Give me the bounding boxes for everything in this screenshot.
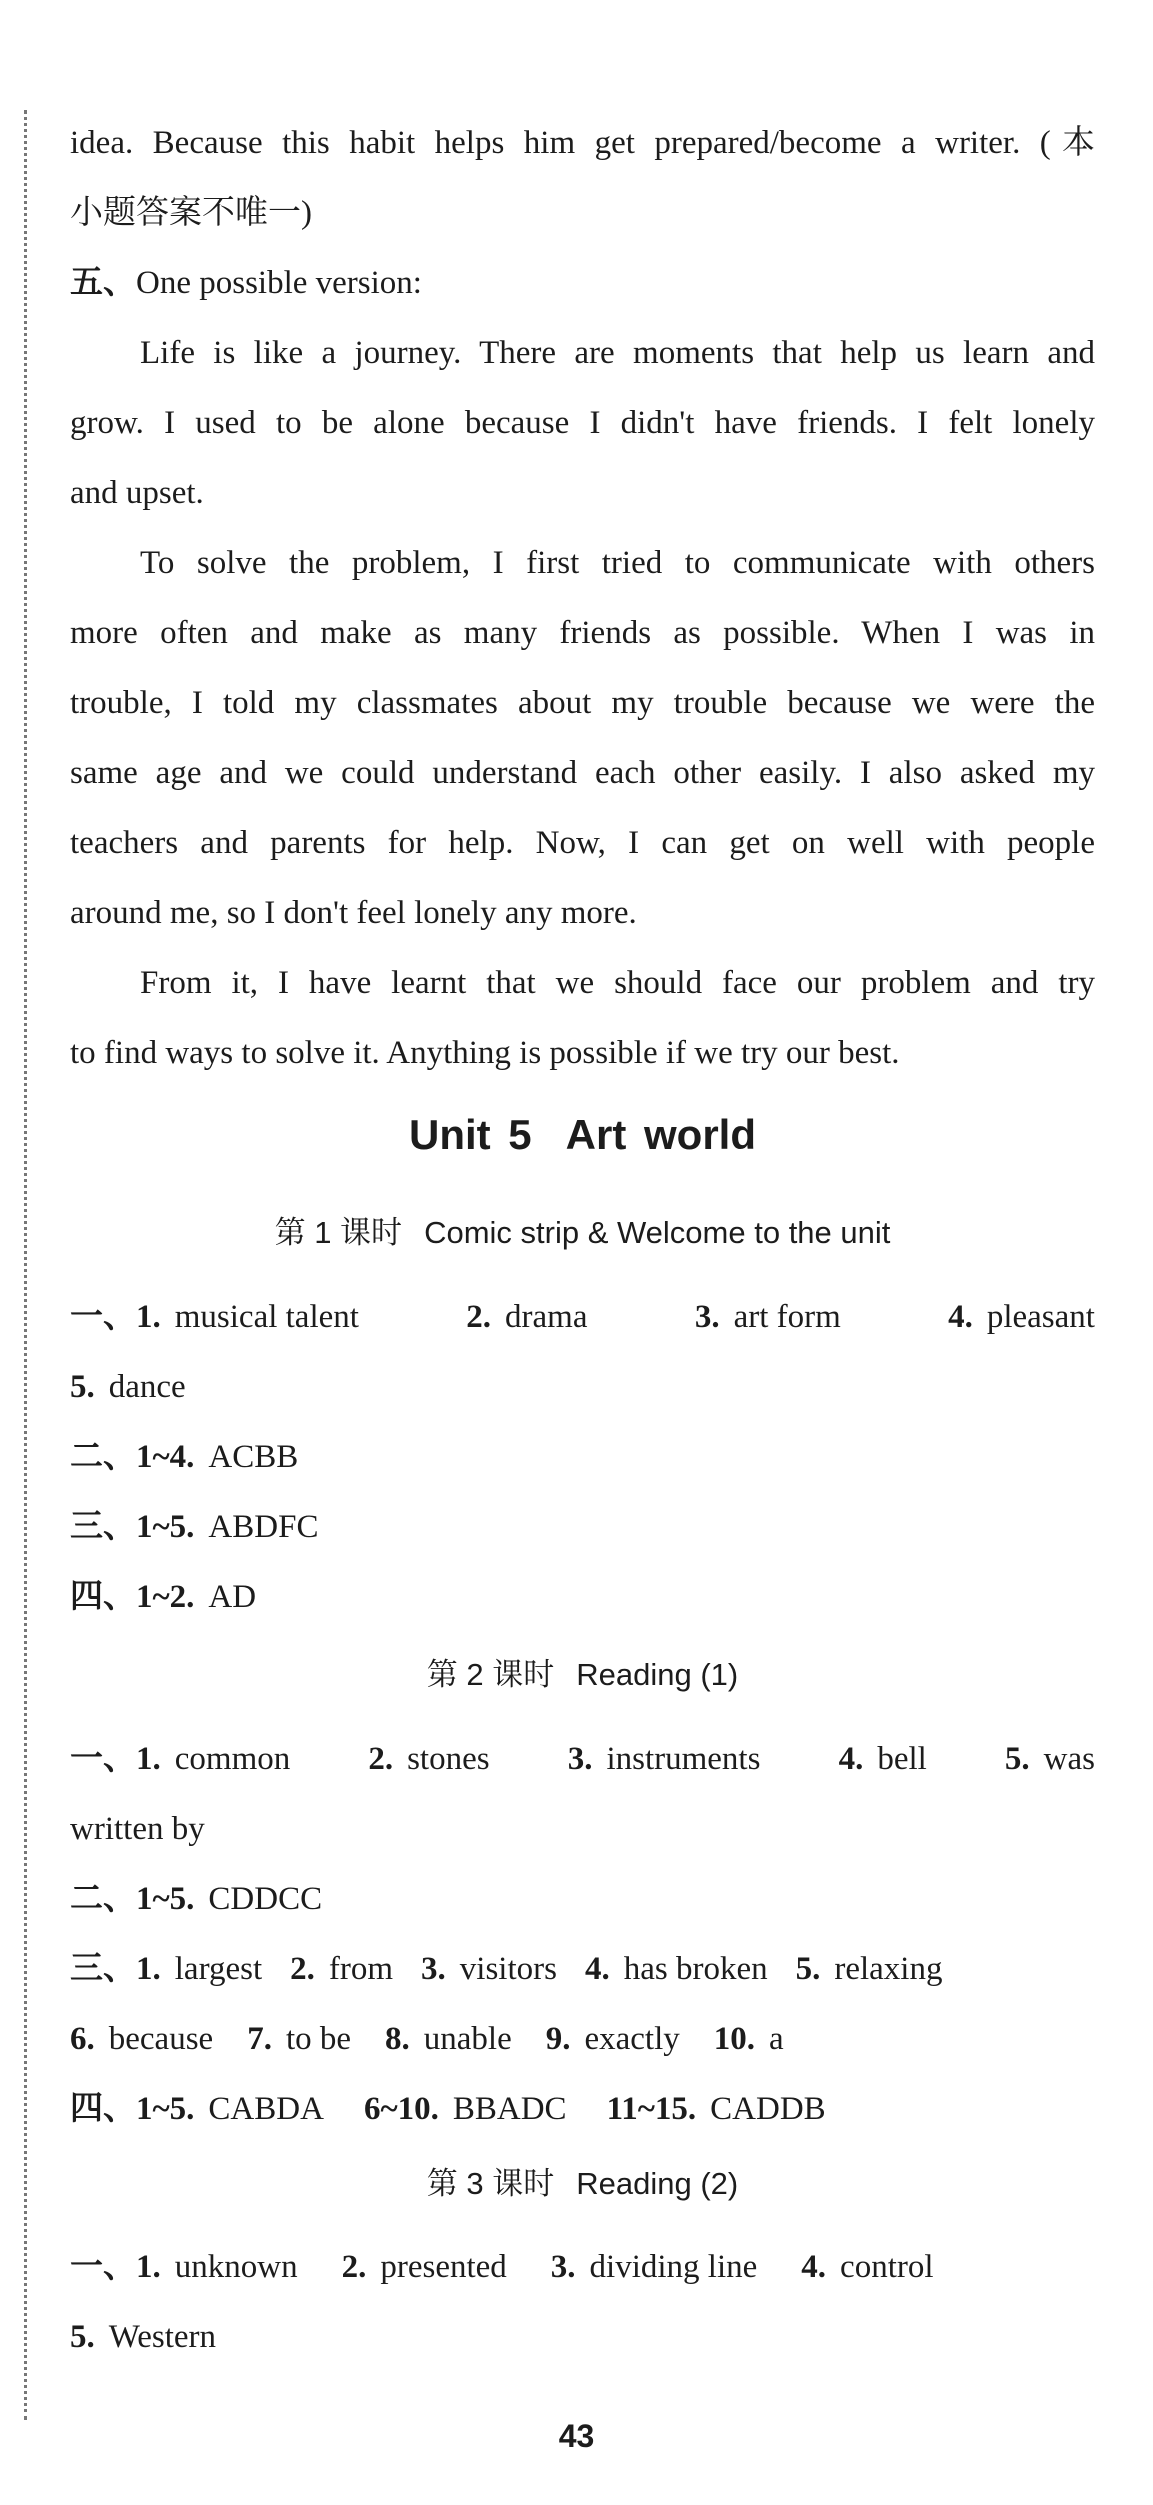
item-number: 8.	[385, 2021, 410, 2057]
item-number: 4.	[584, 1951, 610, 1987]
item-answer: to be	[285, 2021, 352, 2057]
item-number: 4.	[948, 1299, 973, 1335]
answer-row	[70, 1352, 1095, 1422]
item-answer: exactly	[584, 2021, 680, 2057]
section-number: 二、	[70, 1439, 136, 1475]
item-number: 3.	[550, 2249, 576, 2285]
answer-row	[70, 1724, 1095, 1794]
item-number: 4.	[801, 2249, 827, 2285]
item-answer: bell	[877, 1741, 927, 1777]
item-answer: CABDA	[208, 2091, 324, 2127]
lesson-label: 第 3 课时	[426, 2166, 555, 2201]
answer-row: written by	[70, 1811, 205, 1847]
item-answer: presented	[380, 2249, 507, 2285]
answer-item	[466, 1282, 587, 1352]
section-number: 二、	[70, 1881, 136, 1917]
item-number: 5.	[1004, 1741, 1030, 1777]
item-answer: largest	[174, 1951, 263, 1987]
item-number: 3.	[567, 1741, 593, 1777]
lesson-title: Reading (2)	[576, 2166, 739, 2201]
item-answer: BBADC	[452, 2091, 567, 2127]
item-number: 4.	[838, 1741, 864, 1777]
answer-row	[70, 2302, 1095, 2372]
item-answer: ABDFC	[208, 1509, 319, 1545]
margin-dotted-rule	[24, 110, 27, 2420]
answer-row	[70, 1282, 1095, 1352]
item-number: 2.	[341, 2249, 367, 2285]
answer-row	[70, 2004, 1095, 2074]
item-number: 5.	[70, 1369, 95, 1405]
answer-item	[695, 1282, 841, 1352]
item-answer: pleasant	[986, 1299, 1095, 1335]
essay-line: teachers and parents for help. Now, I can get on well with people	[70, 825, 1095, 861]
item-number: 9.	[545, 2021, 571, 2057]
item-number: 1.	[136, 1299, 161, 1335]
section-number: 一、	[70, 1299, 136, 1335]
answer-row	[70, 1492, 1095, 1562]
item-answer: control	[840, 2249, 934, 2285]
answer-row	[70, 2074, 1095, 2144]
item-answer: art form	[733, 1299, 841, 1335]
answer-item	[796, 1934, 943, 2004]
item-answer: stones	[407, 1741, 490, 1777]
item-number: 2.	[290, 1951, 315, 1987]
item-number: 2.	[466, 1299, 492, 1335]
section-number: 四、	[70, 2091, 136, 2127]
essay-line: Life is like a journey. There are moments that help us learn and	[140, 335, 1095, 371]
item-number: 3.	[694, 1299, 720, 1335]
item-answer: visitors	[459, 1951, 557, 1987]
item-answer: instruments	[606, 1741, 761, 1777]
item-answer: from	[328, 1951, 394, 1987]
item-answer: unknown	[174, 2249, 298, 2285]
section-number: 四、	[70, 1579, 136, 1615]
section-number: 五、	[70, 265, 136, 301]
item-answer: AD	[208, 1579, 257, 1615]
item-answer: unable	[423, 2021, 512, 2057]
answer-item	[70, 2074, 324, 2144]
section-number: 一、	[70, 1741, 136, 1777]
answer-item	[368, 1724, 489, 1794]
page-content	[70, 108, 1095, 2372]
item-answer: Western	[108, 2319, 217, 2355]
section-heading	[70, 248, 1095, 318]
answer-item	[551, 2232, 758, 2302]
item-number: 1.	[136, 1741, 161, 1777]
item-number: 1~5.	[136, 2091, 195, 2127]
lesson-heading	[70, 2144, 1095, 2232]
answer-item	[70, 1724, 290, 1794]
answer-row	[70, 1934, 1095, 2004]
item-number: 6.	[70, 2021, 95, 2057]
answer-item	[546, 2004, 680, 2074]
answer-item	[948, 1282, 1095, 1352]
item-number: 10.	[713, 2021, 756, 2057]
answer-item	[714, 2004, 784, 2074]
section-number: 一、	[70, 2249, 136, 2285]
answer-row	[70, 2232, 1095, 2302]
essay-line: grow. I used to be alone because I didn't have friends. I felt lonely	[70, 405, 1095, 441]
answer-item	[70, 2004, 213, 2074]
item-answer: was	[1043, 1741, 1095, 1777]
answer-item	[607, 2074, 826, 2144]
essay-line: to find ways to solve it. Anything is possible if we try our best.	[70, 1035, 900, 1071]
item-number: 5.	[70, 2319, 95, 2355]
unit-number: Unit 5	[409, 1111, 532, 1158]
answer-item	[1005, 1724, 1095, 1794]
essay-line: around me, so I don't feel lonely any more.	[70, 895, 637, 931]
lesson-title: Comic strip & Welcome to the unit	[424, 1215, 891, 1250]
essay	[70, 318, 1095, 1088]
item-answer: CADDB	[710, 2091, 826, 2127]
essay-line: same age and we could understand each other easily. I also asked my	[70, 755, 1095, 791]
answer-item	[70, 1282, 359, 1352]
item-number: 3.	[421, 1951, 446, 1987]
text-line: 小题答案不唯一)	[70, 195, 312, 231]
answer-item	[70, 2232, 298, 2302]
item-answer: drama	[505, 1299, 588, 1335]
item-number: 1~5.	[136, 1881, 195, 1917]
item-answer: CDDCC	[208, 1881, 323, 1917]
lesson-label: 第 2 课时	[426, 1657, 555, 1692]
answer-item	[247, 2004, 351, 2074]
section-heading-text: One possible version:	[136, 265, 422, 301]
item-number: 1.	[136, 2249, 161, 2285]
item-number: 1~5.	[136, 1509, 195, 1545]
text-line: idea. Because this habit helps him get prepared/become a writer. (本	[70, 125, 1095, 161]
answer-item	[385, 2004, 512, 2074]
item-number: 5.	[795, 1951, 821, 1987]
answer-item	[290, 1934, 393, 2004]
answer-item	[421, 1934, 557, 2004]
item-answer: ACBB	[208, 1439, 299, 1475]
unit-title	[70, 1088, 1095, 1198]
answer-item	[585, 1934, 768, 2004]
answer-row	[70, 1864, 1095, 1934]
lesson-heading	[70, 1198, 1095, 1282]
item-number: 11~15.	[606, 2091, 697, 2127]
lesson-heading	[70, 1632, 1095, 1724]
item-number: 1~2.	[136, 1579, 195, 1615]
unit-name: Art world	[565, 1111, 756, 1158]
essay-line: trouble, I told my classmates about my trouble because we were the	[70, 685, 1095, 721]
answer-item	[801, 2232, 933, 2302]
section-number: 三、	[70, 1509, 136, 1545]
item-number: 2.	[368, 1741, 394, 1777]
lesson-label: 第 1 课时	[274, 1215, 403, 1250]
item-answer: dance	[108, 1369, 186, 1405]
answer-item	[342, 2232, 507, 2302]
item-number: 1.	[136, 1951, 161, 1987]
answer-item	[364, 2074, 567, 2144]
item-answer: dividing line	[589, 2249, 758, 2285]
section-number: 三、	[70, 1951, 136, 1987]
item-number: 7.	[247, 2021, 272, 2057]
answer-row	[70, 1422, 1095, 1492]
essay-line: more often and make as many friends as possible. When I was in	[70, 615, 1095, 651]
essay-line: From it, I have learnt that we should face our problem and try	[140, 965, 1095, 1001]
item-number: 6~10.	[363, 2091, 439, 2127]
answer-item	[70, 1934, 262, 2004]
answer-item	[568, 1724, 761, 1794]
essay-line: To solve the problem, I first tried to communicate with others	[140, 545, 1095, 581]
item-answer: common	[174, 1741, 291, 1777]
item-number: 1~4.	[136, 1439, 195, 1475]
essay-line: and upset.	[70, 475, 204, 511]
answer-row	[70, 1562, 1095, 1632]
item-answer: because	[108, 2021, 214, 2057]
item-answer: has broken	[623, 1951, 768, 1987]
page-number: 43	[558, 2418, 595, 2454]
lesson-title: Reading (1)	[576, 1657, 739, 1692]
item-answer: a	[769, 2021, 784, 2057]
item-answer: musical talent	[174, 1299, 359, 1335]
item-answer: relaxing	[834, 1951, 943, 1987]
answer-item	[839, 1724, 927, 1794]
